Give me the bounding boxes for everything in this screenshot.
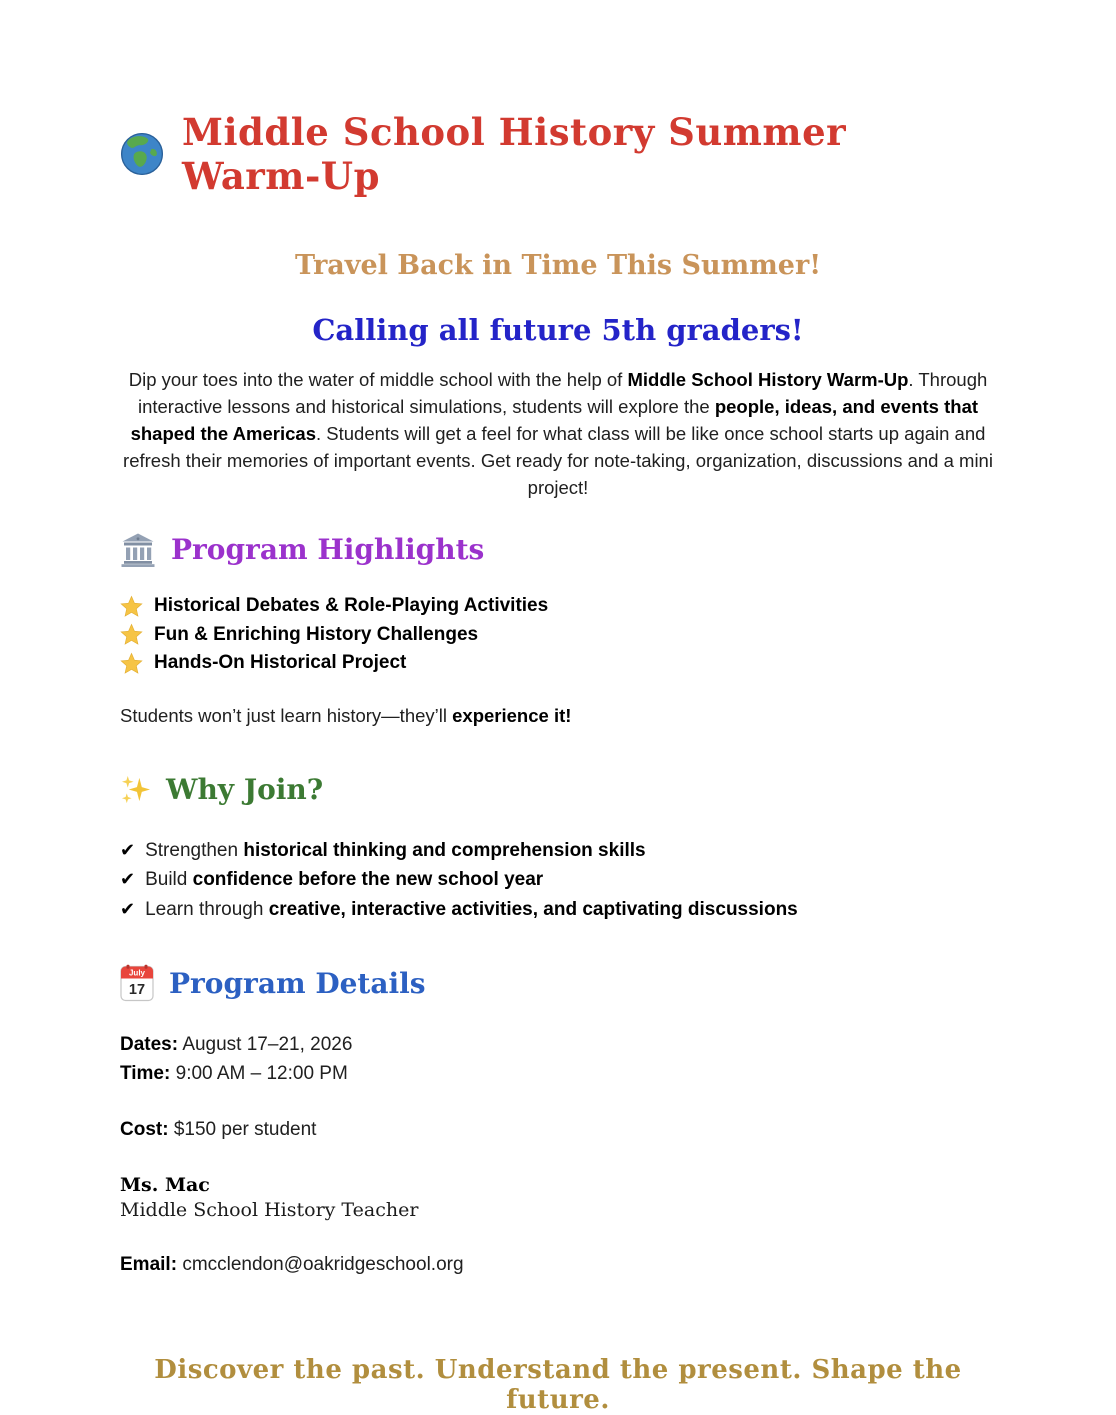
program-details-heading	[120, 964, 996, 1002]
email-label: Email:	[120, 1254, 178, 1275]
subtitle: Travel Back in Time This Summer!	[294, 250, 822, 281]
program-highlights-heading	[120, 531, 996, 567]
callout-heading: Calling all future 5th graders!	[312, 313, 804, 347]
cost-label: Cost:	[120, 1119, 169, 1140]
time-label: Time:	[120, 1063, 171, 1084]
dates-value: August 17–21, 2026	[182, 1034, 353, 1055]
teacher-name: Ms. Mac	[120, 1174, 210, 1196]
why-join-item	[120, 836, 996, 866]
why-join-item-bold: creative, interactive activities, and captivating discussions	[268, 898, 798, 920]
teacher-signature	[120, 1173, 996, 1223]
why-join-heading	[120, 773, 996, 806]
check-icon: ✔	[120, 839, 136, 860]
tagline-text: Students won’t just learn history—they’ll	[120, 704, 453, 726]
calendar-month-label: July	[128, 968, 146, 978]
highlight-item	[120, 621, 996, 650]
cost-row	[120, 1115, 996, 1144]
intro-paragraph	[120, 366, 996, 501]
teacher-title: Middle School History Teacher	[120, 1199, 419, 1221]
intro-text: . Through interactive lessons and historical simulations, students will explore the	[137, 369, 988, 417]
flyer-header	[120, 110, 996, 198]
why-join-item-pre: Learn through	[145, 898, 269, 920]
highlight-item	[120, 592, 996, 621]
calendar-day-label: 17	[128, 982, 146, 998]
highlights-tagline	[120, 705, 996, 727]
why-join-item-text	[145, 896, 798, 925]
dates-row	[120, 1030, 996, 1059]
classical-building-icon	[120, 531, 156, 567]
globe-icon	[120, 132, 164, 176]
program-highlights-heading-label: Program Highlights	[171, 532, 485, 566]
why-join-heading-label: Why Join?	[166, 772, 324, 806]
highlight-item-label: Fun & Enriching History Challenges	[154, 623, 479, 645]
why-join-section	[120, 773, 996, 925]
why-join-item-pre: Strengthen	[145, 839, 244, 861]
star-icon	[120, 623, 143, 646]
intro-bold-program-name: Middle School History Warm-Up	[627, 369, 909, 390]
email-value: cmcclendon@oakridgeschool.org	[182, 1254, 464, 1275]
why-join-item	[120, 895, 996, 925]
highlight-item-label: Historical Debates & Role-Playing Activities	[154, 595, 549, 616]
sparkles-icon	[120, 774, 151, 805]
why-join-item	[120, 865, 996, 895]
program-details-section	[120, 964, 996, 1279]
why-join-list	[120, 836, 996, 925]
program-highlights-section	[120, 531, 996, 727]
tagline-bold: experience it!	[452, 704, 572, 726]
why-join-item-bold: confidence before the new school year	[192, 869, 544, 890]
time-row	[120, 1059, 996, 1088]
star-icon	[120, 595, 143, 618]
why-join-item-bold: historical thinking and comprehension skills	[243, 839, 646, 861]
intro-bold-topics: people, ideas, and events that shaped the Americas	[130, 396, 979, 444]
calendar-icon	[120, 964, 154, 1002]
footer-tagline: Discover the past. Understand the present. Shape the future.	[154, 1355, 962, 1415]
highlight-item	[120, 649, 996, 678]
cost-value: $150 per student	[173, 1119, 317, 1140]
dates-label: Dates:	[120, 1034, 179, 1055]
check-icon: ✔	[120, 869, 136, 889]
program-details-heading-label: Program Details	[169, 966, 426, 1000]
highlights-list	[120, 592, 996, 678]
why-join-item-text	[145, 866, 543, 895]
why-join-item-text	[145, 837, 646, 866]
email-row	[120, 1250, 996, 1279]
page-title: Middle School History Summer Warm-Up	[182, 110, 847, 198]
intro-text: Dip your toes into the water of middle school with the help of	[128, 369, 628, 390]
intro-text: . Students will get a feel for what class will be like once school starts up again and refresh their memories of important events. Get ready for note-taking, organization, discussions and a mini project!	[123, 423, 993, 498]
time-value: 9:00 AM – 12:00 PM	[175, 1063, 348, 1084]
why-join-item-pre: Build	[145, 869, 193, 890]
highlight-item-label: Hands-On Historical Project	[154, 652, 407, 673]
check-icon: ✔	[120, 898, 136, 919]
star-icon	[120, 652, 143, 675]
